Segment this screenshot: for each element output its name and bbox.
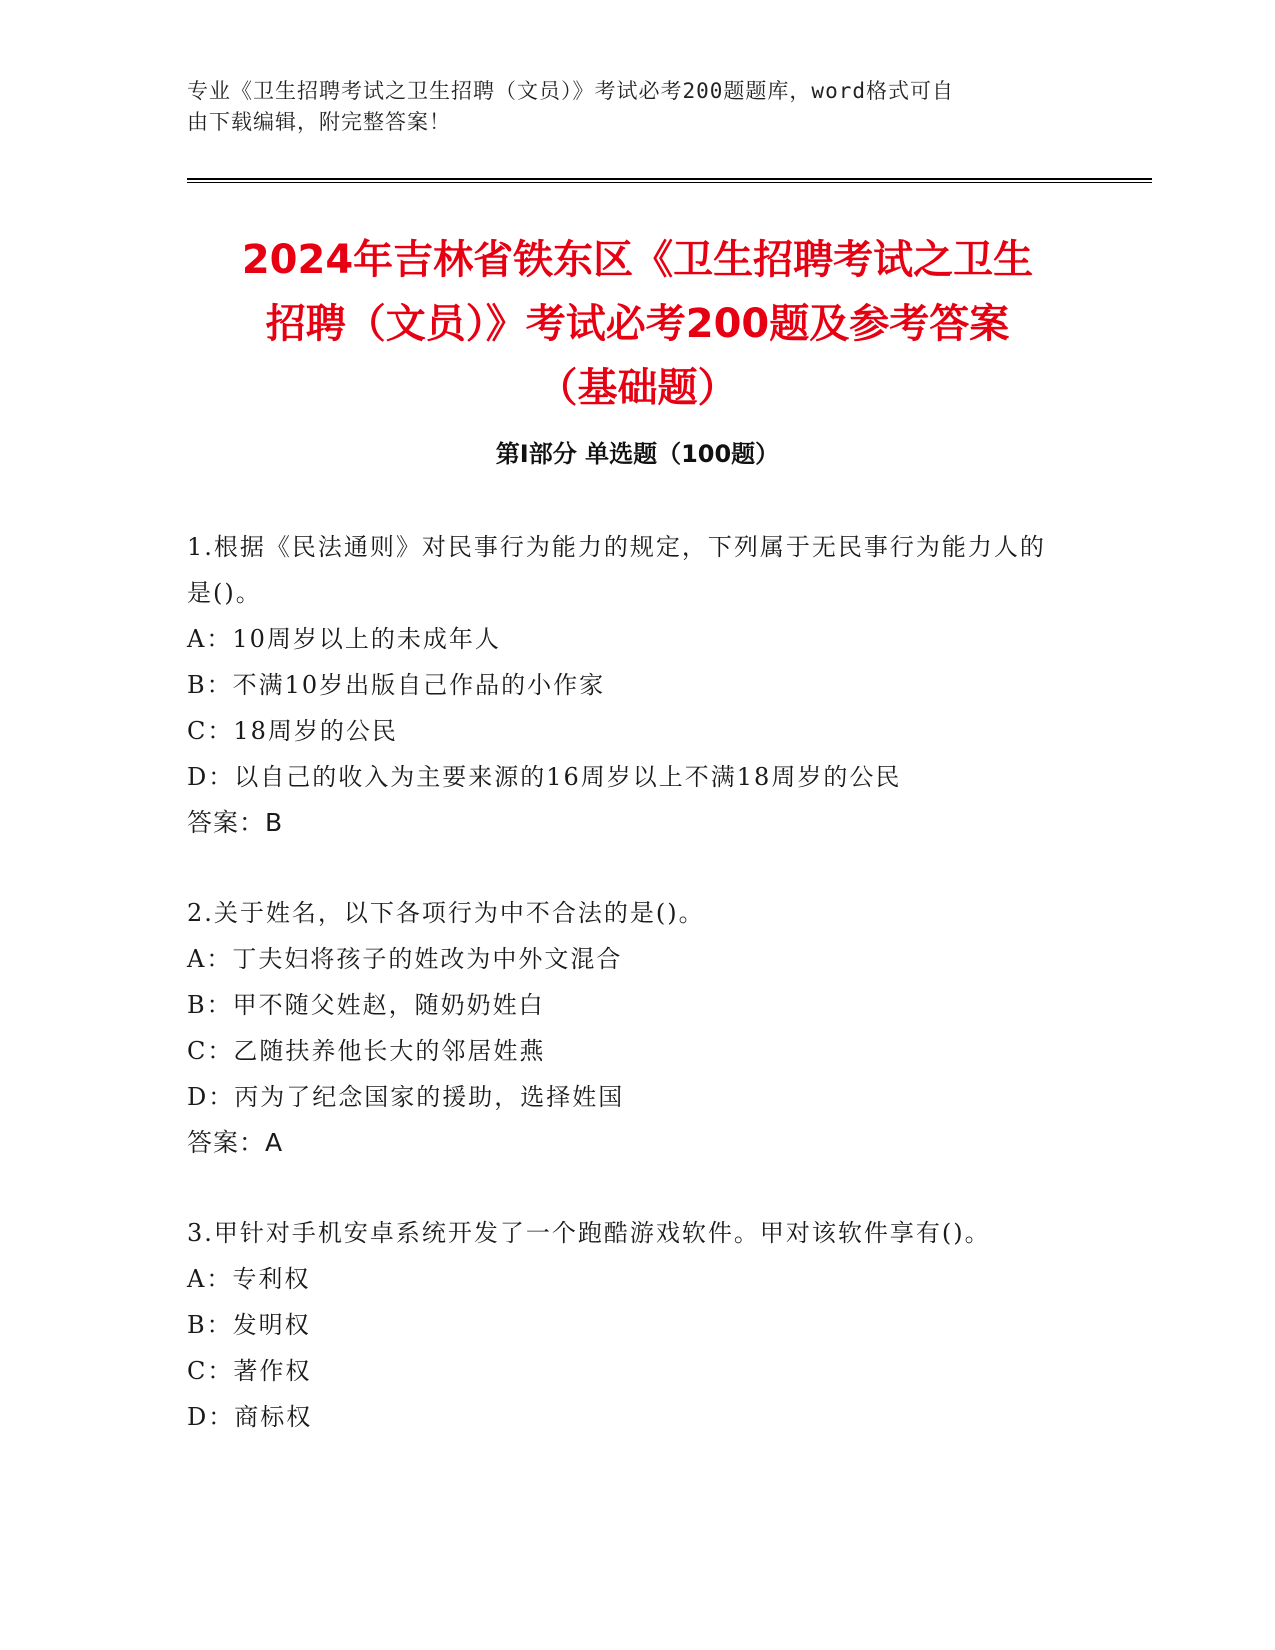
question-item [187, 1210, 1067, 1440]
question-item [187, 890, 1067, 1166]
header-divider-thick [187, 178, 1152, 180]
option-a: A：10周岁以上的未成年人 [187, 625, 501, 653]
option-c: C：乙随扶养他长大的邻居姓燕 [187, 1037, 546, 1065]
option-b: B：发明权 [187, 1311, 311, 1339]
question-stem: 3.甲针对手机安卓系统开发了一个跑酷游戏软件。甲对该软件享有()。 [187, 1219, 991, 1247]
option-b: B：甲不随父姓赵，随奶奶姓白 [187, 991, 545, 1019]
header-note-line-2: 由下载编辑，附完整答案！ [187, 110, 451, 134]
option-a: A：丁夫妇将孩子的姓改为中外文混合 [187, 945, 623, 973]
document-title [160, 228, 1115, 420]
option-d: D：丙为了纪念国家的援助，选择姓国 [187, 1083, 625, 1111]
option-d: D：商标权 [187, 1403, 313, 1431]
header-note-line-1: 专业《卫生招聘考试之卫生招聘（文员）》考试必考200题题库，word格式可自 [187, 79, 954, 103]
answer-line: 答案：A [187, 1128, 284, 1157]
document-title-line-2: 招聘（文员）》考试必考200题及参考答案 [265, 301, 1010, 347]
option-a: A：专利权 [187, 1265, 311, 1293]
question-item [187, 524, 1067, 846]
question-stem: 2.关于姓名，以下各项行为中不合法的是()。 [187, 899, 705, 927]
document-title-line-3: （基础题） [537, 365, 738, 411]
option-c: C：18周岁的公民 [187, 717, 398, 745]
question-stem: 1.根据《民法通则》对民事行为能力的规定，下列属于无民事行为能力人的是()。 [187, 533, 1046, 607]
question-list [187, 524, 1067, 1484]
document-title-line-1: 2024年吉林省铁东区《卫生招聘考试之卫生 [241, 237, 1034, 283]
option-b: B：不满10岁出版自己作品的小作家 [187, 671, 606, 699]
header-divider-thin [187, 182, 1152, 183]
section-title: 第I部分 单选题（100题） [495, 440, 780, 468]
header-note [187, 76, 1067, 138]
option-c: C：著作权 [187, 1357, 312, 1385]
option-d: D：以自己的收入为主要来源的16周岁以上不满18周岁的公民 [187, 763, 902, 791]
answer-line: 答案：B [187, 808, 284, 837]
